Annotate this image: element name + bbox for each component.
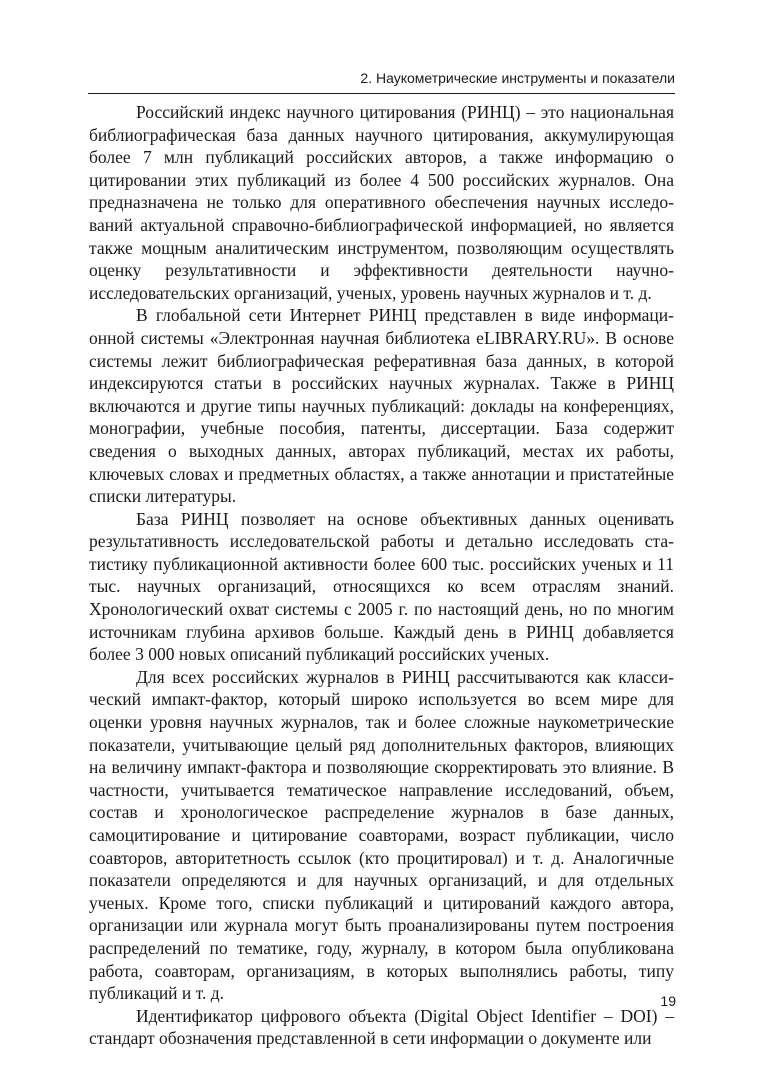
paragraph-elibrary: В глобальной сети Интернет РИНЦ представлен в виде информационной системы «Электронная научная библиотека eLIBRARY.RU». В основе системы лежит библиографическая реферативная база данных, в которой индексируются статьи в российских научных журналах. Также в РИНЦ включаются и другие типы научных публикаций: доклады на конференциях, монографии, учебные пособия, патенты, диссертации. База содержит сведения о выходных данных, авторах публикаций, местах их работы, ключевых словах и предметных областях, а также аннотации и пристатейные списки литературы. [89, 305, 674, 507]
page-number: 19 [660, 993, 676, 1009]
running-header: 2. Наукометрические инструменты и показатели [88, 66, 675, 94]
paragraph-rinc-analysis: База РИНЦ позволяет на основе объективных данных оценивать результативность исследовательской работы и детально исследовать статистику публикационной активности более 600 тыс. российских ученых и 11 тыс. научных организаций, относящихся ко всем отраслям знаний. Хронологический охват системы с 2005 г. по настоящий день, но по многим источникам глубина архивов больше. Каждый день в РИНЦ добавляется более 3 000 новых описаний публикаций российских ученых. [89, 508, 674, 665]
paragraph-impact-factor: Для всех российских журналов в РИНЦ рассчитываются как классический импакт-фактор, который широко используется во всем мире для оценки уровня научных журналов, так и более сложные наукометрические показатели, учитывающие целый ряд дополнительных факторов, влияющих на величину импакт-фактора и позволяющие скорректировать это влияние. В частности, учитывается тематическое направление исследований, объем, состав и хронологическое распределение журналов в базе данных, самоцитирование и цитирование соавторами, возраст публикации, число соавторов, авторитетность ссылок (кто процитировал) и т. д. Аналогичные показатели определяются и для научных организаций, и для отдельных ученых. Кроме того, списки публикаций и цитирований каждого автора, организации или журнала могут быть проанализированы путем построения распределений по тематике, году, журналу, в котором была опубликована работа, соавторам, организациям, в которых выполнялись работы, типу публикаций и т. д. [89, 666, 674, 1004]
paragraph-rinc-definition: Российский индекс научного цитирования (РИНЦ) – это национальная библиографическая база данных научного цитирования, аккумулирующая более 7 млн публикаций российских авторов, а также информацию о цитировании этих публикаций из более 4 500 российских журналов. Она предназначена не только для оперативного обеспечения научных исследований актуальной справочно-библиографической информацией, но является также мощным аналитическим инструментом, позволяющим осуществлять оценку результативности и эффективности деятельности научно-исследовательских организаций, ученых, уровень научных журналов и т. д. [89, 102, 674, 303]
body-text [89, 101, 674, 1050]
paragraph-doi: Идентификатор цифрового объекта (Digital Object Identifier – DOI) – стандарт обозначения представленной в сети информации о документе или [89, 1005, 674, 1049]
